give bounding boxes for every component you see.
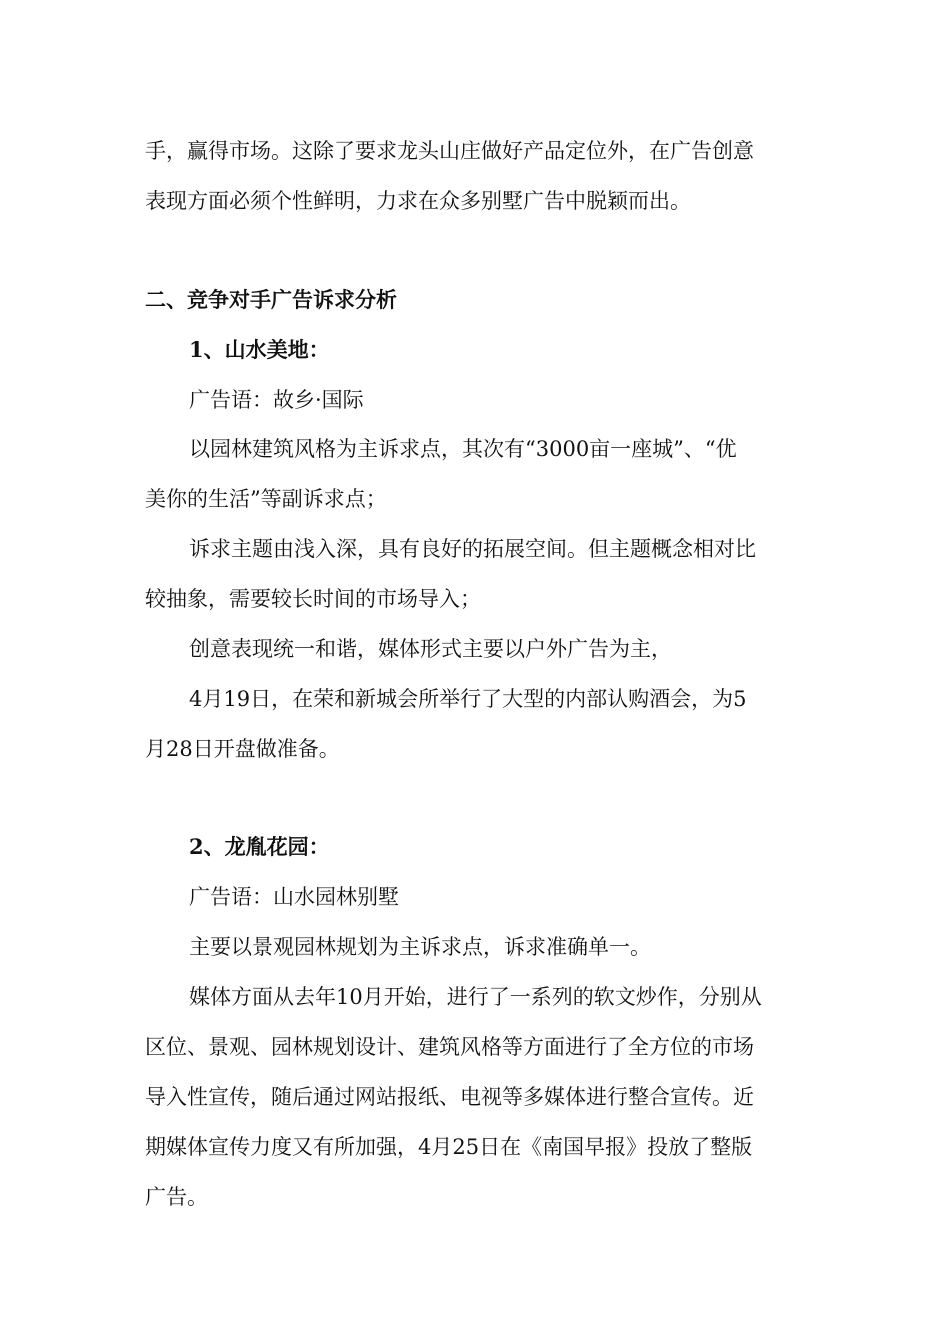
competitor-1-media-line: 创意表现统一和谐，媒体形式主要以户外广告为主， — [189, 637, 672, 661]
competitor-2-title: 2、龙胤花园： — [189, 834, 330, 859]
competitor-1-event-line-1: 4月19日，在荣和新城会所举行了大型的内部认购酒会，为5 — [189, 687, 747, 711]
competitor-2-media-line-2: 区位、景观、园林规划设计、建筑风格等方面进行了全方位的市场 — [145, 1035, 754, 1059]
competitor-2-media-line-4: 期媒体宣传力度又有所加强，4月25日在《南国早报》投放了整版 — [145, 1135, 753, 1159]
intro-line-1: 手，赢得市场。这除了要求龙头山庄做好产品定位外，在广告创意 — [145, 139, 754, 163]
competitor-1-theme-line-2: 较抽象，需要较长时间的市场导入； — [145, 587, 481, 611]
competitor-2-media-line-5: 广告。 — [145, 1185, 208, 1209]
intro-line-2: 表现方面必须个性鲜明，力求在众多别墅广告中脱颖而出。 — [145, 189, 691, 213]
competitor-2-slogan: 广告语：山水园林别墅 — [189, 885, 399, 909]
competitor-2-media-line-1: 媒体方面从去年10月开始，进行了一系列的软文炒作，分别从 — [189, 985, 762, 1009]
competitor-1-event-line-2: 月28日开盘做准备。 — [145, 737, 340, 761]
competitor-1-title: 1、山水美地： — [189, 337, 330, 362]
competitor-2-media-line-3: 导入性宣传，随后通过网站报纸、电视等多媒体进行整合宣传。近 — [145, 1085, 754, 1109]
section-heading: 二、竞争对手广告诉求分析 — [145, 287, 397, 312]
competitor-2-appeal-line: 主要以景观园林规划为主诉求点，诉求准确单一。 — [189, 935, 651, 959]
competitor-1-slogan: 广告语：故乡·国际 — [189, 388, 364, 412]
competitor-1-appeal-line-2: 美你的生活”等副诉求点； — [145, 487, 387, 511]
competitor-1-appeal-line-1: 以园林建筑风格为主诉求点，其次有“3000亩一座城”、“优 — [189, 437, 737, 461]
competitor-1-theme-line-1: 诉求主题由浅入深，具有良好的拓展空间。但主题概念相对比 — [189, 537, 756, 561]
